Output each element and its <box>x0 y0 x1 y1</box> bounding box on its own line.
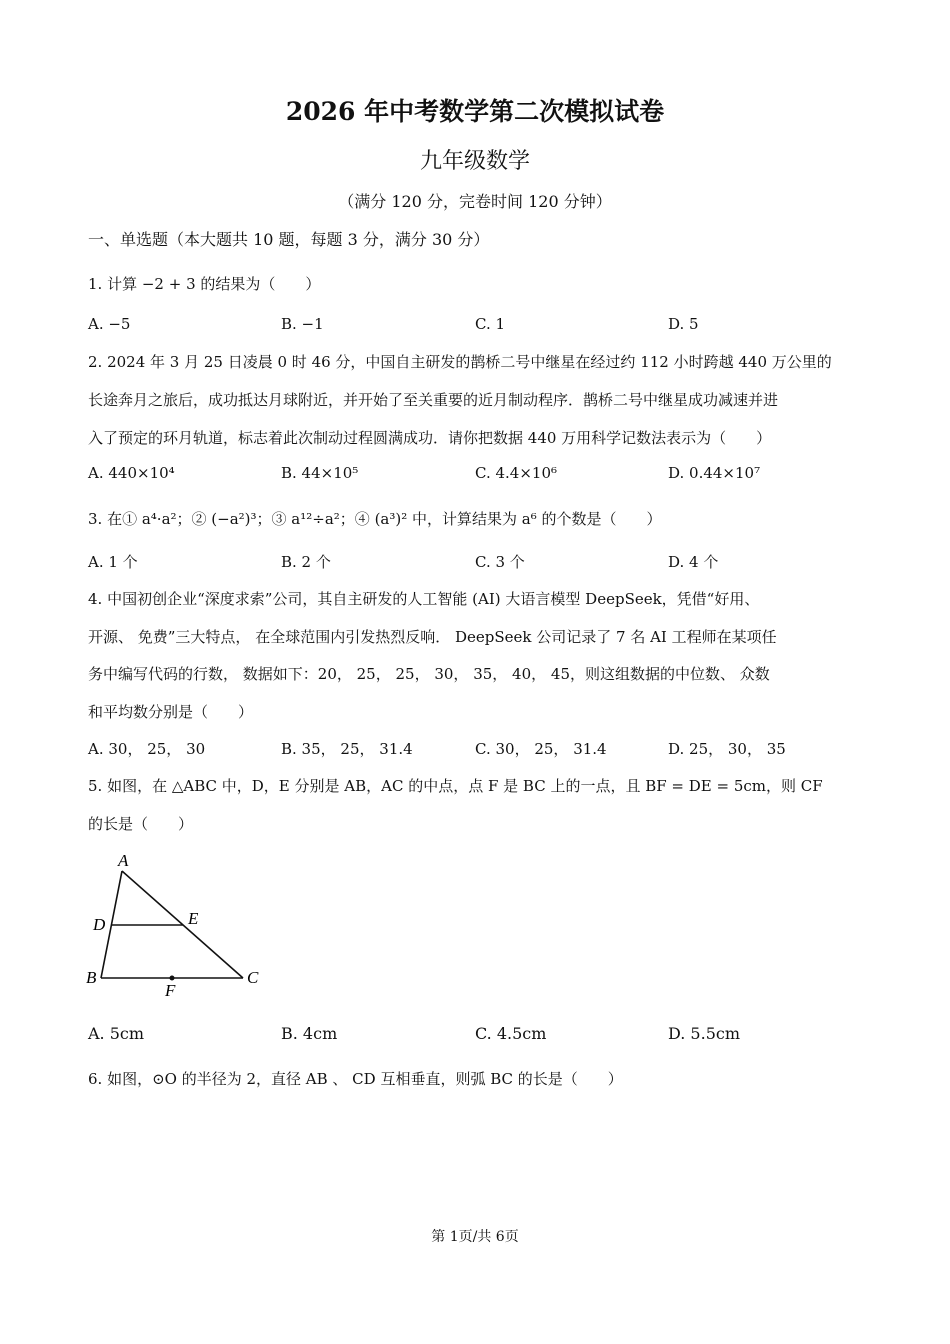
question-4-line-2: 开源、 免费”三大特点， 在全球范围内引发热烈反响． DeepSeek 公司记录了 7 名 AI 工程师在某项任 <box>88 628 777 646</box>
q3-option-a: A. 1 个 <box>88 553 138 571</box>
q5-option-d: D. 5.5cm <box>668 1024 741 1043</box>
page-subtitle: 九年级数学 <box>419 149 530 174</box>
question-2-line-2: 长途奔月之旅后，成功抵达月球附近，并开始了至关重要的近月制动程序．鹊桥二号中继星成功减速并进 <box>88 391 779 409</box>
question-2-line-3: 入了预定的环月轨道，标志着此次制动过程圆满成功．请你把数据 440 万用科学记数法表示为（ ） <box>88 429 772 447</box>
q5-option-b: B. 4cm <box>281 1024 338 1043</box>
label-e: E <box>188 909 199 928</box>
label-d: D <box>93 915 106 934</box>
question-5-line-1: 5. 如图，在 △ABC 中，D，E 分别是 AB，AC 的中点，点 F 是 BC 上的一点，且 BF = DE = 5cm，则 CF <box>88 777 823 795</box>
q4-option-d: D. 25， 30， 35 <box>668 740 786 758</box>
q1-option-b: B. −1 <box>281 315 324 333</box>
q3-option-d: D. 4 个 <box>668 553 719 571</box>
question-4-line-4: 和平均数分别是（ ） <box>88 703 254 721</box>
page-title: 2026 年中考数学第二次模拟试卷 <box>285 97 665 126</box>
q4-option-b: B. 35， 25， 31.4 <box>281 740 413 758</box>
q2-option-a: A. 440×10⁴ <box>88 464 175 482</box>
section-heading: 一、单选题（本大题共 10 题，每题 3 分，满分 30 分） <box>88 230 490 249</box>
q5-option-a: A. 5cm <box>88 1024 145 1043</box>
q2-option-d: D. 0.44×10⁷ <box>668 464 761 482</box>
q4-option-c: C. 30， 25， 31.4 <box>475 740 607 758</box>
q4-option-a: A. 30， 25， 30 <box>88 740 206 758</box>
q5-option-c: C. 4.5cm <box>475 1024 547 1043</box>
label-f: F <box>165 981 176 1000</box>
q2-option-c: C. 4.4×10⁶ <box>475 464 558 482</box>
label-b: B <box>86 968 97 987</box>
q1-option-a: A. −5 <box>88 315 131 333</box>
question-6: 6. 如图，⊙O 的半径为 2，直径 AB 、 CD 互相垂直，则弧 BC 的长是（ ） <box>88 1070 623 1088</box>
page-footer: 第 1页/共 6页 <box>431 1229 519 1245</box>
question-3: 3. 在① a⁴·a²；② (−a²)³；③ a¹²÷a²；④ (a³)² 中，计算结果为 a⁶ 的个数是（ ） <box>88 510 662 528</box>
point-f <box>170 976 175 981</box>
q1-option-c: C. 1 <box>475 315 506 333</box>
exam-info: （满分 120 分，完卷时间 120 分钟） <box>338 192 612 211</box>
q2-option-b: B. 44×10⁵ <box>281 464 359 482</box>
question-5-line-2: 的长是（ ） <box>88 815 194 833</box>
q3-option-b: B. 2 个 <box>281 553 331 571</box>
question-4-line-3: 务中编写代码的行数， 数据如下：20， 25， 25， 30， 35， 40， 45，则这组数据的中位数、 众数 <box>88 665 770 683</box>
label-c: C <box>247 968 259 987</box>
label-a: A <box>118 851 129 870</box>
question-4-line-1: 4. 中国初创企业“深度求索”公司，其自主研发的人工智能 (AI) 大语言模型 DeepSeek，凭借“好用、 <box>88 590 760 608</box>
question-2-line-1: 2. 2024 年 3 月 25 日凌晨 0 时 46 分，中国自主研发的鹊桥二号中继星在经过约 112 小时跨越 440 万公里的 <box>88 353 832 371</box>
q3-option-c: C. 3 个 <box>475 553 525 571</box>
triangle-figure <box>80 848 270 1003</box>
question-1: 1. 计算 −2 + 3 的结果为（ ） <box>88 275 321 293</box>
q1-option-d: D. 5 <box>668 315 699 333</box>
